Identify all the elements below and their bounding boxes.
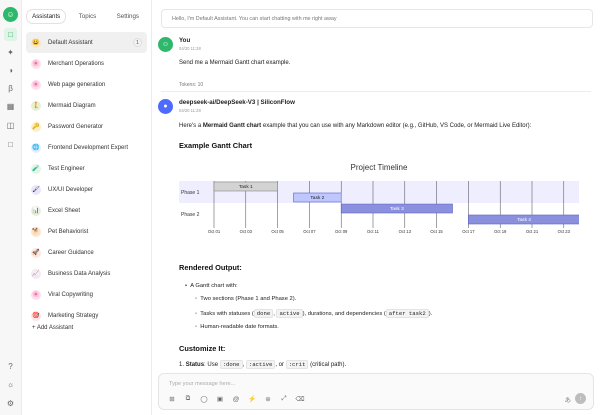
x-tick-label: Oct 05 — [271, 229, 284, 234]
assistant-emoji-icon: 🌐 — [31, 143, 41, 153]
status-text: : Use — [204, 362, 220, 368]
add-assistant-button[interactable]: + Add Assistant — [32, 325, 74, 331]
assistant-item-label: Web page generation — [48, 81, 106, 88]
assistant-item[interactable] — [26, 242, 147, 263]
bullet-text: , — [273, 311, 275, 317]
topic-count-badge: 1 — [133, 38, 142, 47]
assistant-emoji-icon: 🔑 — [31, 122, 41, 132]
x-tick-label: Oct 17 — [462, 229, 475, 234]
assistant-item-label: Viral Copywriting — [48, 291, 93, 298]
task-label: Task 3 — [389, 207, 404, 213]
heading-rendered: Rendered Output: — [179, 263, 242, 272]
mcp-icon[interactable]: ⊜ — [265, 396, 271, 403]
assistant-item[interactable] — [26, 221, 147, 242]
message-input[interactable]: Type your message here... — [169, 381, 236, 387]
list-item: ◦ Human-readable date formats. — [195, 324, 279, 330]
files-icon[interactable]: ◫ — [6, 121, 15, 130]
chat-icon[interactable]: □ — [4, 28, 17, 41]
user-time: 04/20 11:28 — [179, 46, 201, 51]
bullet-text: Tasks with statuses ( — [200, 311, 254, 317]
assistant-item[interactable] — [26, 284, 147, 305]
x-tick-label: Oct 13 — [398, 229, 411, 234]
code-done: :done — [220, 360, 243, 369]
assistant-emoji-icon: 🎯 — [31, 311, 41, 321]
assistant-list — [26, 32, 147, 326]
assistant-item-label: Merchant Operations — [48, 60, 105, 67]
assistant-item[interactable] — [26, 137, 147, 158]
palette-icon[interactable]: ◑ — [8, 66, 13, 75]
deepseek-logo-icon: ● — [158, 99, 173, 114]
user-name: You — [179, 37, 191, 44]
chat-main — [152, 0, 600, 415]
task-label: Task 4 — [517, 218, 531, 224]
x-tick-label: Oct 07 — [303, 229, 316, 234]
assistant-emoji-icon: 🌸 — [31, 80, 41, 90]
list-item: ◦ Tasks with statuses ( done , active ), durations, and dependencies ( after task2 ). — [195, 310, 433, 317]
new-topic-icon[interactable]: ⊞ — [169, 396, 175, 403]
mention-icon[interactable]: @ — [232, 395, 240, 403]
model-name: deepseek-ai/DeepSeek-V3 | SiliconFlow — [179, 99, 295, 106]
intro-suffix: example that you can use with any Markdown editor (e.g., GitHub, VS Code, or Mermaid Live Editor): — [261, 123, 532, 129]
assistant-emoji-icon: 🌸 — [31, 290, 41, 300]
bullet-text: ), durations, and dependencies ( — [302, 311, 386, 317]
web-search-icon[interactable]: ◯ — [200, 396, 208, 403]
x-tick-label: Oct 15 — [430, 229, 443, 234]
assistant-item-label: Test Engineer — [48, 165, 85, 172]
bullet-text: Two sections (Phase 1 and Phase 2). — [200, 296, 297, 302]
icon-rail — [0, 0, 22, 415]
gantt-svg — [179, 160, 579, 240]
bullet-text: Human-readable date formats. — [200, 324, 279, 330]
assistant-emoji-icon: 🐕 — [31, 227, 41, 237]
assistant-item-label: Marketing Strategy — [48, 312, 99, 319]
assistant-item[interactable] — [26, 305, 147, 326]
code-done: done — [254, 309, 273, 318]
folder-icon[interactable]: □ — [8, 140, 13, 149]
clear-icon[interactable]: ⌫ — [295, 396, 305, 403]
user-message-text: Send me a Mermaid Gantt chart example. — [179, 60, 291, 66]
settings-icon[interactable]: ⚙ — [6, 399, 15, 408]
assistant-item-label: Excel Sheet — [48, 207, 81, 214]
translate-icon[interactable]: あ — [564, 397, 571, 404]
apps-icon[interactable]: ▦ — [6, 102, 15, 111]
assistant-item[interactable] — [26, 179, 147, 200]
assistant-emoji-icon: 🚀 — [31, 248, 41, 258]
list-item: ◦ Two sections (Phase 1 and Phase 2). — [195, 296, 297, 302]
send-button[interactable]: ↑ — [575, 393, 586, 404]
assistant-item-label: Frontend Development Expert — [48, 144, 129, 151]
status-text: , or — [275, 362, 286, 368]
message-divider — [161, 91, 591, 92]
gantt-chart — [179, 160, 579, 240]
task-label: Task 1 — [238, 185, 253, 191]
assistant-item[interactable] — [26, 32, 147, 53]
x-tick-label: Oct 23 — [557, 229, 570, 234]
assistant-item[interactable] — [26, 116, 147, 137]
code-crit: :crit — [286, 360, 309, 369]
assistant-item-label: Pet Behaviorist — [48, 228, 89, 235]
x-tick-label: Oct 21 — [525, 229, 539, 234]
code-after: after task2 — [386, 309, 429, 318]
heading-customize: Customize It: — [179, 344, 226, 353]
assistant-item[interactable] — [26, 74, 147, 95]
theme-icon[interactable]: ☼ — [6, 380, 15, 389]
assistant-item-label: Password Generator — [48, 123, 104, 130]
x-tick-label: Oct 01 — [207, 229, 221, 234]
x-tick-label: Oct 09 — [335, 229, 348, 234]
code-active: :active — [246, 360, 276, 369]
list-number: 1. — [179, 362, 185, 368]
assistant-greeting: Hello, I'm Default Assistant. You can start chatting with me right away — [161, 9, 593, 28]
tab-settings[interactable]: Settings — [116, 13, 139, 20]
avatar-icon[interactable]: ☺ — [3, 7, 18, 22]
status-label: Status — [185, 362, 205, 368]
intro-bold: Mermaid Gantt chart — [202, 123, 262, 129]
assistant-emoji-icon: 🧪 — [31, 164, 41, 174]
assistant-item[interactable] — [26, 95, 147, 116]
help-icon[interactable]: ? — [8, 362, 13, 371]
bullet-text: A Gantt chart with: — [190, 283, 238, 289]
assistant-intro — [179, 123, 531, 129]
quick-phrase-icon[interactable]: ⚡ — [247, 396, 257, 403]
assistant-item-label: Default Assistant — [48, 39, 93, 46]
sparkle-icon[interactable]: ✦ — [7, 48, 14, 57]
task-label: Task 2 — [310, 196, 325, 202]
assistant-item[interactable] — [26, 200, 147, 221]
intro-prefix: Here's a — [179, 123, 203, 129]
token-count: Tokens: 10 — [179, 82, 204, 88]
sidebar-tabs — [26, 9, 147, 24]
message-composer[interactable] — [158, 373, 594, 410]
translate-icon[interactable]: β — [8, 84, 13, 93]
assistant-item-label: Business Data Analysis — [48, 270, 111, 277]
assistant-item-label: UX/UI Developer — [48, 186, 94, 193]
expand-icon[interactable]: ⤢ — [281, 395, 287, 402]
assistant-emoji-icon: 🧜 — [31, 101, 41, 111]
list-item: • A Gantt chart with: — [185, 283, 238, 289]
x-tick-label: Oct 03 — [239, 229, 252, 234]
status-line — [179, 361, 346, 368]
user-avatar-icon: ☺ — [158, 37, 173, 52]
assistant-emoji-icon: 🌸 — [31, 59, 41, 69]
status-comma: , — [242, 362, 245, 368]
assistant-emoji-icon: 🖌 — [31, 185, 41, 195]
assistant-emoji-icon: 📈 — [31, 269, 41, 279]
code-active: active — [276, 309, 302, 318]
status-text: (critical path). — [308, 362, 347, 368]
bullet-text: ). — [428, 311, 433, 317]
tab-topics[interactable]: Topics — [78, 13, 97, 20]
x-tick-label: Oct 11 — [366, 229, 380, 234]
knowledge-icon[interactable]: ▣ — [216, 396, 224, 403]
tab-assistants[interactable]: Assistants — [26, 9, 66, 24]
assistant-item[interactable] — [26, 53, 147, 74]
assistant-sidebar — [22, 0, 152, 415]
assistant-item-label: Mermaid Diagram — [48, 102, 96, 109]
model-time: 04/20 11:28 — [179, 108, 201, 113]
section-label: Phase 2 — [181, 212, 200, 218]
chart-title: Project Timeline — [350, 163, 408, 172]
composer-toolbar — [167, 394, 305, 404]
assistant-emoji-icon: 📊 — [31, 206, 41, 216]
x-tick-label: Oct 19 — [494, 229, 507, 234]
assistant-item-label: Career Guidance — [48, 249, 94, 256]
assistant-item[interactable] — [26, 263, 147, 284]
attachment-icon[interactable]: ⧉ — [185, 395, 191, 402]
section-label: Phase 1 — [181, 190, 200, 196]
heading-example: Example Gantt Chart — [179, 141, 253, 150]
assistant-item[interactable] — [26, 158, 147, 179]
assistant-emoji-icon: 😀 — [31, 38, 41, 48]
